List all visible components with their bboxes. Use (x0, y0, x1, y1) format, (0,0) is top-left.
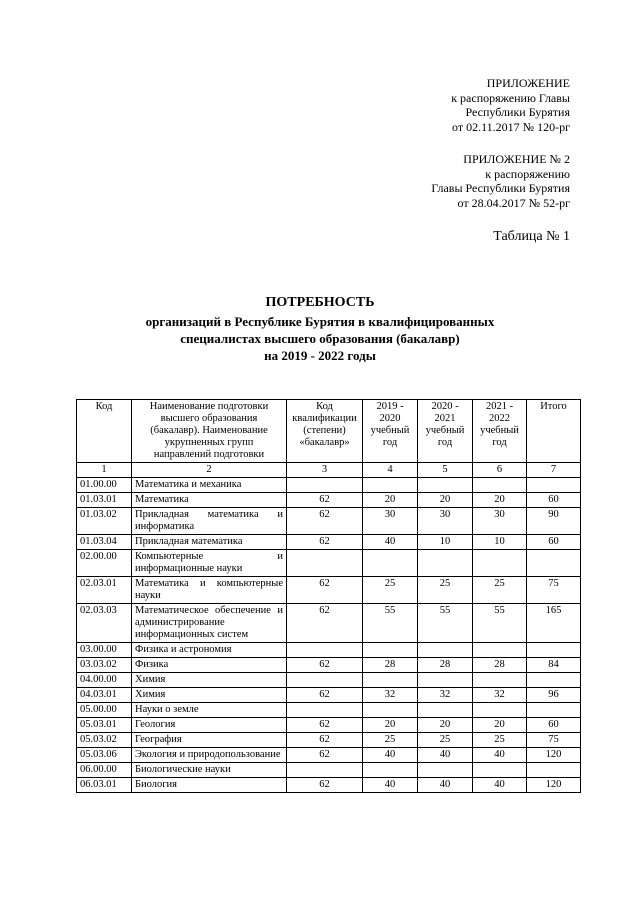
header-name: Наименование подготовки высшего образования (бакалавр). Наименование укрупненных групп направлений подготовки (132, 400, 287, 463)
year-2020-cell (418, 703, 473, 718)
name-cell: Математическое обеспечение и администрирование информационных систем (132, 604, 287, 643)
name-cell: Математика и компьютерные науки (132, 577, 287, 604)
year-2021-cell: 55 (473, 604, 527, 643)
qualification-cell (287, 763, 363, 778)
total-cell (527, 763, 581, 778)
code-cell: 01.03.02 (77, 508, 132, 535)
doc-subtitle-line: на 2019 - 2022 годы (264, 348, 376, 363)
name-cell: Прикладная математика и информатика (132, 508, 287, 535)
approval-line: от 02.11.2017 № 120-рг (451, 119, 570, 134)
column-number: 5 (418, 463, 473, 478)
approval-block-1 (451, 76, 570, 134)
header-year-2019: 2019 - 2020 учебный год (363, 400, 418, 463)
table-row (77, 658, 581, 673)
year-2019-cell: 25 (363, 577, 418, 604)
year-2019-cell (363, 763, 418, 778)
total-cell: 75 (527, 733, 581, 748)
year-2021-cell: 10 (473, 535, 527, 550)
name-cell: Геология (132, 718, 287, 733)
year-2019-cell (363, 478, 418, 493)
table-row (77, 535, 581, 550)
year-2019-cell (363, 550, 418, 577)
year-2019-cell: 55 (363, 604, 418, 643)
approval-line: к распоряжению Главы (451, 90, 570, 105)
table-row (77, 748, 581, 763)
year-2019-cell: 25 (363, 733, 418, 748)
year-2019-cell: 28 (363, 658, 418, 673)
code-cell: 06.03.01 (77, 778, 132, 793)
table-row (77, 703, 581, 718)
year-2020-cell: 32 (418, 688, 473, 703)
name-cell: Экология и природопользование (132, 748, 287, 763)
code-cell: 02.03.03 (77, 604, 132, 643)
year-2020-cell: 25 (418, 733, 473, 748)
column-number: 6 (473, 463, 527, 478)
name-cell: Физика и астрономия (132, 643, 287, 658)
name-cell: Химия (132, 688, 287, 703)
column-number: 1 (77, 463, 132, 478)
name-cell: География (132, 733, 287, 748)
qualification-cell: 62 (287, 604, 363, 643)
code-cell: 01.03.01 (77, 493, 132, 508)
code-cell: 06.00.00 (77, 763, 132, 778)
total-cell: 90 (527, 508, 581, 535)
approval-line: к распоряжению (485, 166, 570, 181)
qualification-cell: 62 (287, 688, 363, 703)
table-row (77, 577, 581, 604)
qualification-cell: 62 (287, 493, 363, 508)
year-2021-cell: 40 (473, 778, 527, 793)
year-2019-cell: 20 (363, 718, 418, 733)
qualification-cell (287, 703, 363, 718)
table-row (77, 643, 581, 658)
year-2020-cell: 25 (418, 577, 473, 604)
table-number: Таблица № 1 (493, 229, 570, 244)
qualification-cell (287, 673, 363, 688)
year-2020-cell (418, 763, 473, 778)
year-2019-cell: 20 (363, 493, 418, 508)
year-2019-cell (363, 643, 418, 658)
name-cell: Математика и механика (132, 478, 287, 493)
year-2021-cell (473, 763, 527, 778)
qualification-cell: 62 (287, 748, 363, 763)
qualification-cell: 62 (287, 778, 363, 793)
qualification-cell: 62 (287, 718, 363, 733)
name-cell: Науки о земле (132, 703, 287, 718)
qualification-cell (287, 550, 363, 577)
code-cell: 04.00.00 (77, 673, 132, 688)
year-2019-cell: 30 (363, 508, 418, 535)
table-row (77, 688, 581, 703)
header-qualification: Код квалификации (степени) «бакалавр» (287, 400, 363, 463)
year-2021-cell: 30 (473, 508, 527, 535)
total-cell (527, 673, 581, 688)
table-row (77, 718, 581, 733)
header-total: Итого (527, 400, 581, 463)
total-cell: 60 (527, 718, 581, 733)
year-2021-cell: 28 (473, 658, 527, 673)
total-cell: 60 (527, 493, 581, 508)
year-2020-cell: 55 (418, 604, 473, 643)
total-cell: 96 (527, 688, 581, 703)
year-2021-cell (473, 478, 527, 493)
year-2020-cell (418, 673, 473, 688)
approval-line: ПРИЛОЖЕНИЕ (486, 76, 570, 90)
year-2020-cell: 10 (418, 535, 473, 550)
code-cell: 05.03.01 (77, 718, 132, 733)
total-cell: 75 (527, 577, 581, 604)
year-2021-cell: 20 (473, 718, 527, 733)
qualification-cell: 62 (287, 658, 363, 673)
qualification-cell: 62 (287, 733, 363, 748)
column-number: 3 (287, 463, 363, 478)
code-cell: 03.03.02 (77, 658, 132, 673)
name-cell: Химия (132, 673, 287, 688)
demand-table (76, 399, 581, 793)
year-2020-cell (418, 643, 473, 658)
table-row (77, 778, 581, 793)
total-cell: 165 (527, 604, 581, 643)
year-2020-cell: 28 (418, 658, 473, 673)
doc-subtitle-line: организаций в Республике Бурятия в квалифицированных (145, 314, 495, 329)
year-2019-cell: 32 (363, 688, 418, 703)
qualification-cell (287, 478, 363, 493)
total-cell: 120 (527, 778, 581, 793)
year-2021-cell: 32 (473, 688, 527, 703)
year-2021-cell: 25 (473, 733, 527, 748)
year-2019-cell (363, 703, 418, 718)
code-cell: 05.03.06 (77, 748, 132, 763)
approval-line: Республики Бурятия (465, 105, 570, 119)
year-2020-cell: 20 (418, 718, 473, 733)
code-cell: 02.03.01 (77, 577, 132, 604)
total-cell (527, 643, 581, 658)
year-2020-cell: 30 (418, 508, 473, 535)
name-cell: Физика (132, 658, 287, 673)
code-cell: 05.00.00 (77, 703, 132, 718)
year-2021-cell (473, 550, 527, 577)
code-cell: 01.03.04 (77, 535, 132, 550)
table-row (77, 604, 581, 643)
qualification-cell: 62 (287, 577, 363, 604)
approval-block-2 (431, 152, 570, 210)
year-2020-cell: 20 (418, 493, 473, 508)
name-cell: Прикладная математика (132, 535, 287, 550)
year-2021-cell: 40 (473, 748, 527, 763)
code-cell: 02.00.00 (77, 550, 132, 577)
table-row (77, 763, 581, 778)
year-2020-cell (418, 478, 473, 493)
code-cell: 01.00.00 (77, 478, 132, 493)
year-2019-cell: 40 (363, 778, 418, 793)
column-number: 2 (132, 463, 287, 478)
year-2021-cell (473, 703, 527, 718)
table-row (77, 673, 581, 688)
total-cell (527, 478, 581, 493)
header-code: Код (77, 400, 132, 463)
year-2019-cell (363, 673, 418, 688)
table-row (77, 508, 581, 535)
code-cell: 05.03.02 (77, 733, 132, 748)
column-number-row (77, 463, 581, 478)
year-2021-cell (473, 673, 527, 688)
year-2019-cell: 40 (363, 535, 418, 550)
header-year-2020: 2020 - 2021 учебный год (418, 400, 473, 463)
year-2021-cell: 20 (473, 493, 527, 508)
year-2020-cell (418, 550, 473, 577)
total-cell: 84 (527, 658, 581, 673)
table-row (77, 493, 581, 508)
doc-title: ПОТРЕБНОСТЬ (265, 295, 375, 310)
year-2019-cell: 40 (363, 748, 418, 763)
approval-line: Главы Республики Бурятия (431, 181, 570, 195)
code-cell: 04.03.01 (77, 688, 132, 703)
qualification-cell: 62 (287, 508, 363, 535)
name-cell: Биология (132, 778, 287, 793)
total-cell (527, 703, 581, 718)
approval-line: ПРИЛОЖЕНИЕ № 2 (463, 152, 570, 166)
year-2020-cell: 40 (418, 778, 473, 793)
year-2021-cell: 25 (473, 577, 527, 604)
header-year-2021: 2021 - 2022 учебный год (473, 400, 527, 463)
total-cell: 60 (527, 535, 581, 550)
doc-subtitle-line: специалистах высшего образования (бакалавр) (180, 331, 460, 346)
total-cell (527, 550, 581, 577)
table-row (77, 478, 581, 493)
qualification-cell: 62 (287, 535, 363, 550)
approval-line: от 28.04.2017 № 52-рг (457, 195, 570, 210)
table-header-row (77, 400, 581, 463)
column-number: 4 (363, 463, 418, 478)
name-cell: Компьютерные и информационные науки (132, 550, 287, 577)
table-row (77, 550, 581, 577)
name-cell: Биологические науки (132, 763, 287, 778)
qualification-cell (287, 643, 363, 658)
name-cell: Математика (132, 493, 287, 508)
year-2020-cell: 40 (418, 748, 473, 763)
column-number: 7 (527, 463, 581, 478)
year-2021-cell (473, 643, 527, 658)
total-cell: 120 (527, 748, 581, 763)
table-row (77, 733, 581, 748)
code-cell: 03.00.00 (77, 643, 132, 658)
